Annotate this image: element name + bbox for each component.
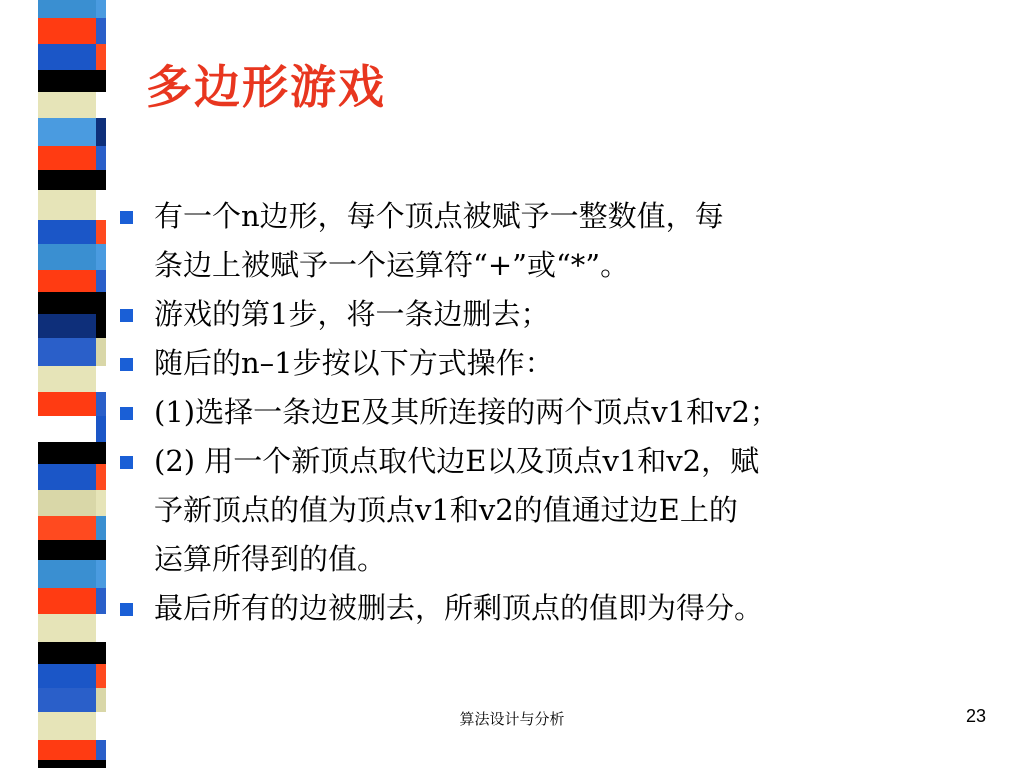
stripe-edge-segment [96,614,106,642]
stripe-segment [38,464,96,490]
stripe-edge-segment [96,18,106,44]
stripe-segment [38,0,96,18]
stripe-edge-segment [96,244,106,270]
stripe-segment [38,740,96,760]
stripe-segment [38,292,96,314]
bullet-item [120,388,980,437]
stripe-edge-segment [96,664,106,688]
stripe-edge-segment [96,392,106,416]
stripe-edge-segment [96,314,106,338]
stripe-segment [38,664,96,688]
stripe-edge-segment [96,588,106,614]
bullet-text: (1)选择一条边E及其所连接的两个顶点v1和v2； [154,395,779,429]
stripe-edge-segment [96,292,106,314]
stripe-edge-segment [96,740,106,760]
stripe-segment [38,560,96,588]
decorative-stripe-edge [96,0,106,768]
bullet-text: 最后所有的边被删去，所剩顶点的值即为得分。 [154,591,764,625]
stripe-segment [38,392,96,416]
stripe-edge-segment [96,170,106,190]
square-bullet-icon [120,456,133,469]
square-bullet-icon [120,358,133,371]
decorative-stripe-bar [38,0,96,768]
stripe-edge-segment [96,0,106,18]
stripe-edge-segment [96,220,106,244]
stripe-edge-segment [96,416,106,442]
stripe-edge-segment [96,442,106,464]
footer-page-number: 23 [965,706,986,726]
stripe-segment [38,270,96,292]
bullet-item [120,437,980,584]
stripe-segment [38,70,96,92]
stripe-edge-segment [96,118,106,146]
stripe-edge-segment [96,490,106,516]
stripe-edge-segment [96,760,106,768]
stripe-segment [38,170,96,190]
stripe-edge-segment [96,270,106,292]
bullet-item [120,584,980,633]
stripe-segment [38,540,96,560]
bullet-text: 随后的n–1步按以下方式操作： [154,346,554,380]
stripe-edge-segment [96,92,106,118]
stripe-edge-segment [96,146,106,170]
bullet-item [120,290,980,339]
stripe-edge-segment [96,366,106,392]
bullet-text: 游戏的第1步，将一条边删去； [154,297,550,331]
stripe-segment [38,44,96,70]
bullet-text: (2) 用一个新顶点取代边E以及顶点v1和v2，赋 予新顶点的值为顶点v1和v2的值通过边E上的 运算所得到的值。 [154,444,760,576]
stripe-edge-segment [96,70,106,92]
stripe-edge-segment [96,560,106,588]
stripe-segment [38,760,96,768]
stripe-segment [38,92,96,118]
stripe-edge-segment [96,44,106,70]
stripe-segment [38,190,96,220]
stripe-segment [38,490,96,516]
stripe-segment [38,516,96,540]
square-bullet-icon [120,211,133,224]
bullet-list [120,192,980,633]
square-bullet-icon [120,309,133,322]
stripe-segment [38,18,96,44]
stripe-segment [38,244,96,270]
stripe-segment [38,118,96,146]
bullet-item [120,339,980,388]
stripe-segment [38,642,96,664]
slide-title: 多边形游戏 [146,60,386,114]
stripe-segment [38,416,96,442]
stripe-segment [38,338,96,366]
square-bullet-icon [120,603,133,616]
stripe-edge-segment [96,540,106,560]
stripe-segment [38,366,96,392]
stripe-segment [38,442,96,464]
stripe-segment [38,588,96,614]
bullet-text: 有一个n边形，每个顶点被赋予一整数值，每 条边上被赋予一个运算符“+”或“*”。 [154,199,724,282]
stripe-segment [38,146,96,170]
stripe-edge-segment [96,338,106,366]
stripe-edge-segment [96,190,106,220]
stripe-edge-segment [96,642,106,664]
stripe-segment [38,314,96,338]
stripe-edge-segment [96,516,106,540]
footer-course-name: 算法设计与分析 [459,710,565,728]
stripe-segment [38,614,96,642]
stripe-segment [38,220,96,244]
square-bullet-icon [120,407,133,420]
bullet-item [120,192,980,290]
stripe-edge-segment [96,464,106,490]
